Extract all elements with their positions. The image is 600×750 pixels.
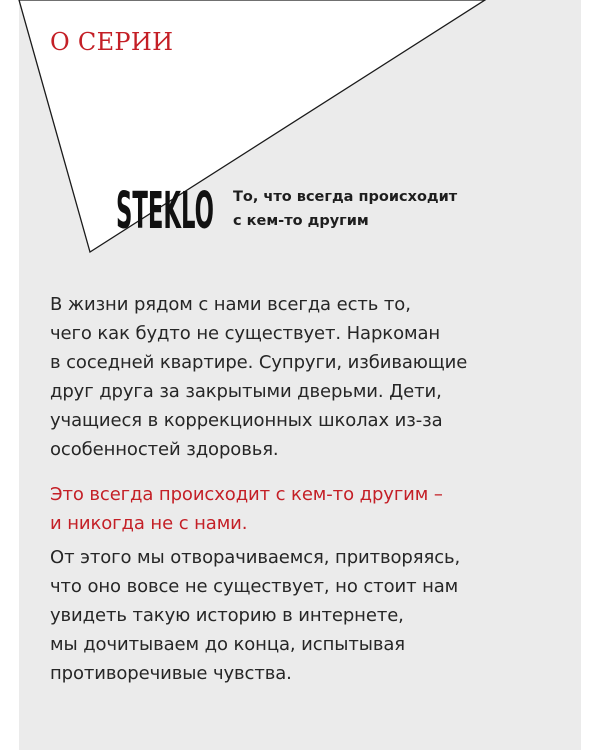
closing-line: мы дочитываем до конца, испытывая [50,634,406,655]
closing-paragraph [50,543,570,688]
intro-paragraph [50,290,570,464]
tagline-line: с кем-то другим [233,213,369,229]
highlight-paragraph [50,480,570,538]
closing-line: увидеть такую историю в интернете, [50,605,404,626]
logo-wordmark: STEKLO [116,182,214,241]
tagline-line: То, что всегда происходит [233,189,458,205]
intro-line: в соседней квартире. Супруги, избивающие [50,352,468,373]
closing-line: что оно вовсе не существует, но стоит нам [50,576,459,597]
intro-line: особенностей здоровья. [50,439,279,460]
section-title: О СЕРИИ [50,28,174,56]
intro-line: друг друга за закрытыми дверьми. Дети, [50,381,442,402]
intro-line: чего как будто не существует. Наркоман [50,323,441,344]
steklo-logo [116,168,216,246]
intro-line: учащиеся в коррекционных школах из-за [50,410,443,431]
intro-line: В жизни рядом с нами всегда есть то, [50,294,411,315]
closing-line: От этого мы отворачиваемся, притворяясь, [50,547,461,568]
highlight-line: и никогда не с нами. [50,513,248,534]
highlight-line: Это всегда происходит с кем-то другим – [50,484,443,505]
series-tagline [233,185,457,233]
closing-line: противоречивые чувства. [50,663,292,684]
